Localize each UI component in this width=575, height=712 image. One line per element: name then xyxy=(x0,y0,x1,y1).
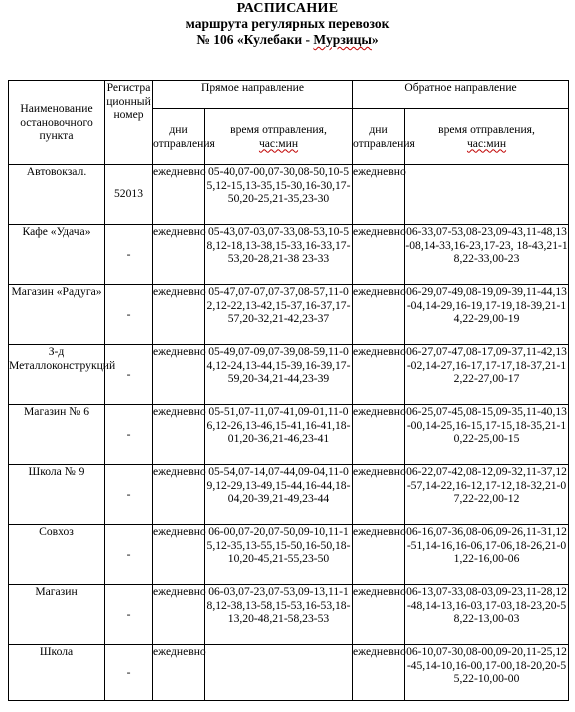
reg-number-cell: - xyxy=(105,465,153,525)
reg-number-cell: - xyxy=(105,405,153,465)
forward-times-cell: 05-51,07-11,07-41,09-01,11-06,12-26,13-46,15-41,16-41,18-01,20-36,21-46,23-41 xyxy=(205,405,353,465)
subheader-forward-time: время отправления, час:мин xyxy=(205,109,353,165)
forward-times-cell: 05-49,07-09,07-39,08-59,11-04,12-24,13-44,15-39,16-39,17-59,20-34,21-44,23-39 xyxy=(205,345,353,405)
table-row xyxy=(9,225,569,285)
document-title: РАСПИСАНИЕ xyxy=(236,1,339,16)
subheader-backward-days: дни отправления xyxy=(353,109,405,165)
table-row xyxy=(9,465,569,525)
backward-days-cell: ежедневно xyxy=(353,285,405,345)
route-end: Мурзицы xyxy=(313,32,372,47)
stop-name-cell: Школа № 9 xyxy=(9,465,105,525)
stop-name-cell: Совхоз xyxy=(9,525,105,585)
reg-number-cell: - xyxy=(105,345,153,405)
stop-name-cell: З-д Металлоконструкций xyxy=(9,345,105,405)
stop-name-cell: Магазин xyxy=(9,585,105,645)
forward-days-cell: ежедневно xyxy=(153,465,205,525)
backward-times-cell: 06-29,07-49,08-19,09-39,11-44,13-04,14-29,16-19,17-19,18-39,21-14,22-29,00-19 xyxy=(405,285,569,345)
table-row xyxy=(9,285,569,345)
stop-name-cell: Магазин № 6 xyxy=(9,405,105,465)
forward-days-cell: ежедневно xyxy=(153,405,205,465)
col-header-backward: Обратное направление xyxy=(353,81,569,109)
stop-name-cell: Школа xyxy=(9,645,105,701)
table-row xyxy=(9,345,569,405)
table-row xyxy=(9,585,569,645)
backward-times-cell: 06-22,07-42,08-12,09-32,11-37,12-57,14-22,16-12,17-12,18-32,21-07,22-22,00-12 xyxy=(405,465,569,525)
table-row xyxy=(9,525,569,585)
forward-times-cell: 06-03,07-23,07-53,09-13,11-18,12-38,13-58,15-53,16-53,18-13,20-48,21-58,23-53 xyxy=(205,585,353,645)
forward-days-cell: ежедневно xyxy=(153,285,205,345)
table-row xyxy=(9,165,569,225)
reg-number-cell: - xyxy=(105,525,153,585)
backward-days-cell: ежедневно xyxy=(353,225,405,285)
forward-days-cell: ежедневно xyxy=(153,345,205,405)
stop-name-cell: Магазин «Радуга» xyxy=(9,285,105,345)
table-row xyxy=(9,645,569,701)
backward-times-cell: 06-27,07-47,08-17,09-37,11-42,13-02,14-27,16-17,17-17,18-37,21-12,22-27,00-17 xyxy=(405,345,569,405)
backward-days-cell: ежедневно xyxy=(353,345,405,405)
reg-number-cell: - xyxy=(105,225,153,285)
backward-days-cell: ежедневно xyxy=(353,645,405,701)
stop-name-cell: Автовокзал. xyxy=(9,165,105,225)
subheader-forward-days: дни отправления xyxy=(153,109,205,165)
backward-days-cell: ежедневно xyxy=(353,165,405,225)
forward-days-cell: ежедневно xyxy=(153,225,205,285)
document-subtitle: маршрута регулярных перевозок xyxy=(185,16,390,31)
reg-number-cell: - xyxy=(105,285,153,345)
backward-times-cell: 06-33,07-53,08-23,09-43,11-48,13-08,14-33,16-23,17-23, 18-43,21-18,22-33,00-23 xyxy=(405,225,569,285)
reg-number-cell: - xyxy=(105,645,153,701)
backward-times-cell: 06-16,07-36,08-06,09-26,11-31,12-51,14-16,16-06,17-06,18-26,21-01,22-16,00-06 xyxy=(405,525,569,585)
reg-number-cell: 52013 xyxy=(105,165,153,225)
backward-days-cell: ежедневно xyxy=(353,465,405,525)
route-name xyxy=(0,32,575,48)
forward-days-cell: ежедневно xyxy=(153,165,205,225)
backward-times-cell: 06-13,07-33,08-03,09-23,11-28,12-48,14-13,16-03,17-03,18-23,20-58,22-13,00-03 xyxy=(405,585,569,645)
backward-times-cell: 06-25,07-45,08-15,09-35,11-40,13-00,14-25,16-15,17-15,18-35,21-10,22-25,00-15 xyxy=(405,405,569,465)
backward-days-cell: ежедневно xyxy=(353,585,405,645)
backward-days-cell: ежедневно xyxy=(353,525,405,585)
forward-times-cell xyxy=(205,645,353,701)
document-header xyxy=(0,1,575,48)
backward-days-cell: ежедневно xyxy=(353,405,405,465)
forward-times-cell: 06-00,07-20,07-50,09-10,11-15,12-35,13-55,15-50,16-50,18-10,20-45,21-55,23-50 xyxy=(205,525,353,585)
backward-times-cell xyxy=(405,165,569,225)
backward-times-cell: 06-10,07-30,08-00,09-20,11-25,12-45,14-10,16-00,17-00,18-20,20-55,22-10,00-00 xyxy=(405,645,569,701)
route-suffix: » xyxy=(371,32,379,47)
forward-times-cell: 05-40,07-00,07-30,08-50,10-55,12-15,13-35,15-30,16-30,17-50,20-25,21-35,23-30 xyxy=(205,165,353,225)
table-row xyxy=(9,405,569,465)
forward-days-cell: ежедневно xyxy=(153,585,205,645)
subheader-backward-time: время отправления, час:мин xyxy=(405,109,569,165)
col-header-forward: Прямое направление xyxy=(153,81,353,109)
route-prefix: № 106 «Кулебаки - xyxy=(196,32,314,47)
forward-times-cell: 05-43,07-03,07-33,08-53,10-58,12-18,13-38,15-33,16-33,17-53,20-28,21-38 23-33 xyxy=(205,225,353,285)
forward-times-cell: 05-47,07-07,07-37,08-57,11-02,12-22,13-42,15-37,16-37,17-57,20-32,21-42,23-37 xyxy=(205,285,353,345)
col-header-reg: Регистрационный номер xyxy=(105,81,153,165)
reg-number-cell: - xyxy=(105,585,153,645)
forward-times-cell: 05-54,07-14,07-44,09-04,11-09,12-29,13-49,15-44,16-44,18-04,20-39,21-49,23-44 xyxy=(205,465,353,525)
forward-days-cell: ежедневно xyxy=(153,645,205,701)
forward-days-cell: ежедневно xyxy=(153,525,205,585)
schedule-table xyxy=(8,80,569,701)
col-header-stop: Наименование остановочного пункта xyxy=(9,81,105,165)
stop-name-cell: Кафе «Удача» xyxy=(9,225,105,285)
